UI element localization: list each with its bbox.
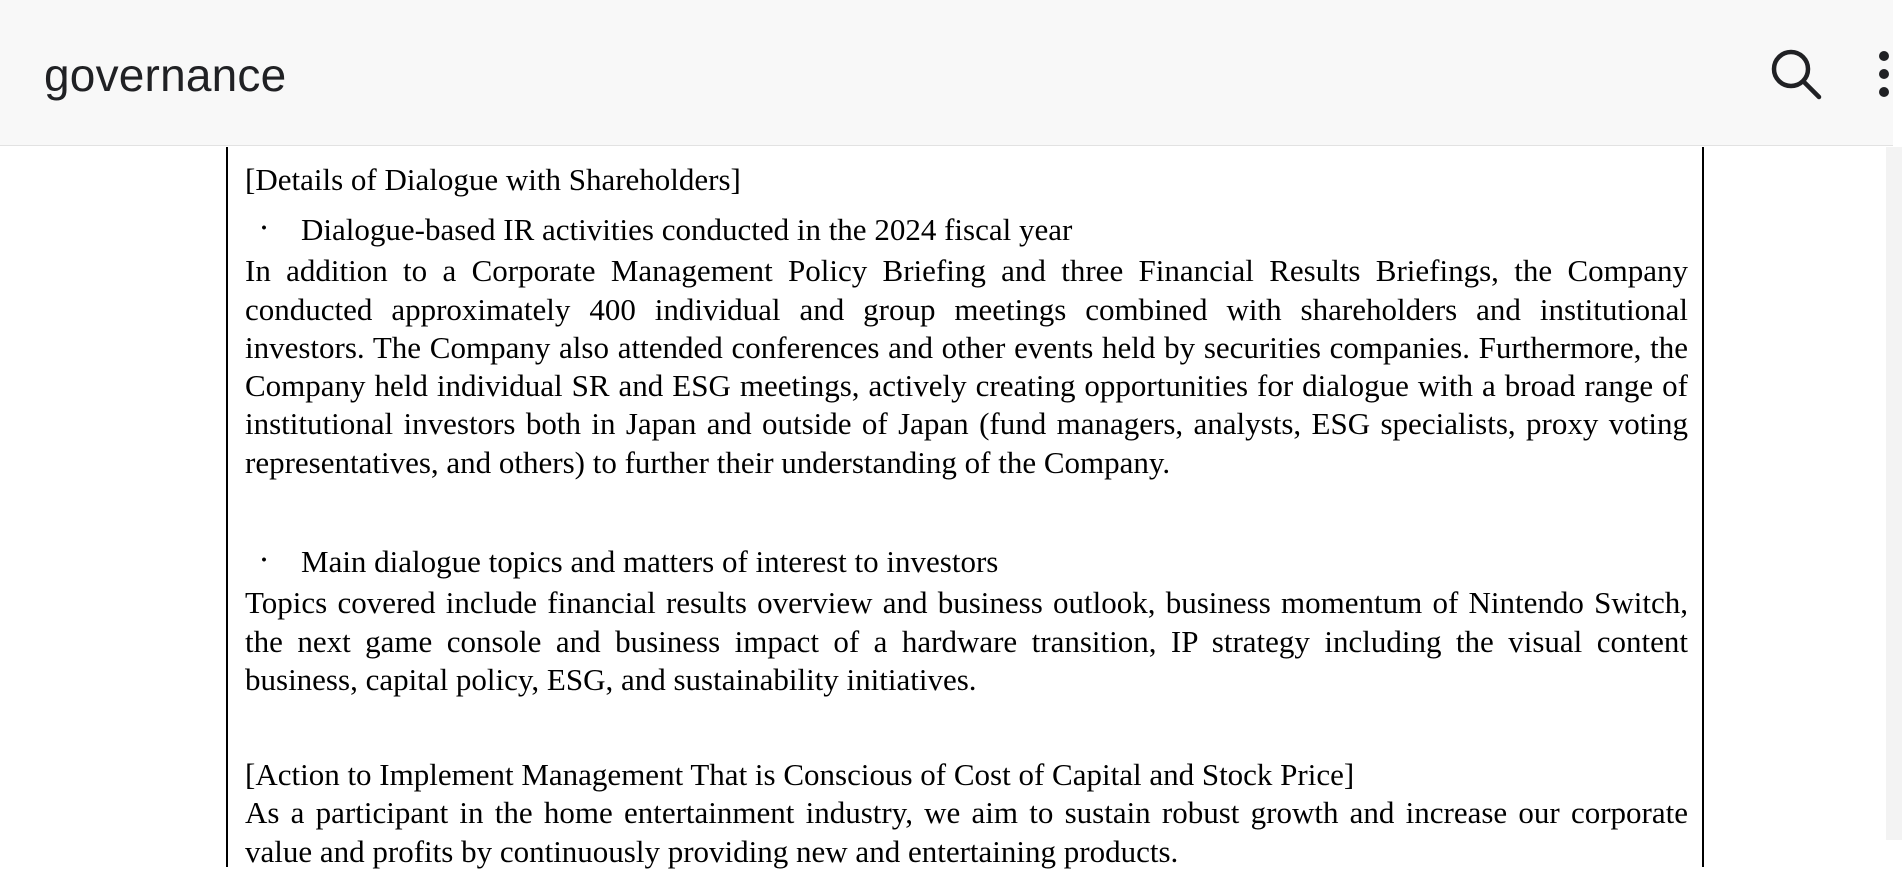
more-vert-icon xyxy=(1872,46,1902,102)
dialogue-heading: [Details of Dialogue with Shareholders] xyxy=(245,162,741,197)
document-content xyxy=(245,161,1688,871)
action-heading: [Action to Implement Management That is Conscious of Cost of Capital and Stock Price] xyxy=(245,757,1355,793)
bullet-title: Main dialogue topics and matters of interest to investors xyxy=(301,544,999,580)
action-paragraph: As a participant in the home entertainment industry, we aim to sustain robust growth and increase our corporate value and profits by continuously providing new and entertaining products. xyxy=(245,795,1688,869)
search-button[interactable] xyxy=(1768,46,1824,102)
dialogue-topics-paragraph: Topics covered include financial results overview and business outlook, business momentum of Nintendo Switch, the next game console and business impact of a hardware transition, IP strategy including the visual content business, capital policy, ESG, and sustainability initiatives. xyxy=(245,585,1688,697)
bullet-dialogue-topics xyxy=(245,543,1688,584)
search-icon xyxy=(1768,46,1824,102)
document-viewer[interactable] xyxy=(0,147,1893,869)
app-bar xyxy=(0,0,1893,146)
bullet-marker: ・ xyxy=(253,548,276,574)
more-options-button[interactable] xyxy=(1872,46,1902,102)
ir-activities-paragraph: In addition to a Corporate Management Policy Briefing and three Financial Results Briefings, the Company conducted approximately 400 individual and group meetings combined with shareholders and institutional investors. The Company also attended conferences and other events held by securities companies. Furthermore, the Company held individual SR and ESG meetings, actively creating opportunities for dialogue with a broad range of institutional investors both in Japan and outside of Japan (fund managers, analysts, ESG specialists, proxy voting representatives, and others) to further their understanding of the Company. xyxy=(245,253,1688,480)
bullet-marker: ・ xyxy=(253,216,276,241)
app-title: governance xyxy=(44,49,287,101)
scrollbar[interactable] xyxy=(1886,147,1902,840)
bullet-title: Dialogue-based IR activities conducted in the 2024 fiscal year xyxy=(301,212,1073,247)
bullet-ir-activities xyxy=(245,211,1688,252)
